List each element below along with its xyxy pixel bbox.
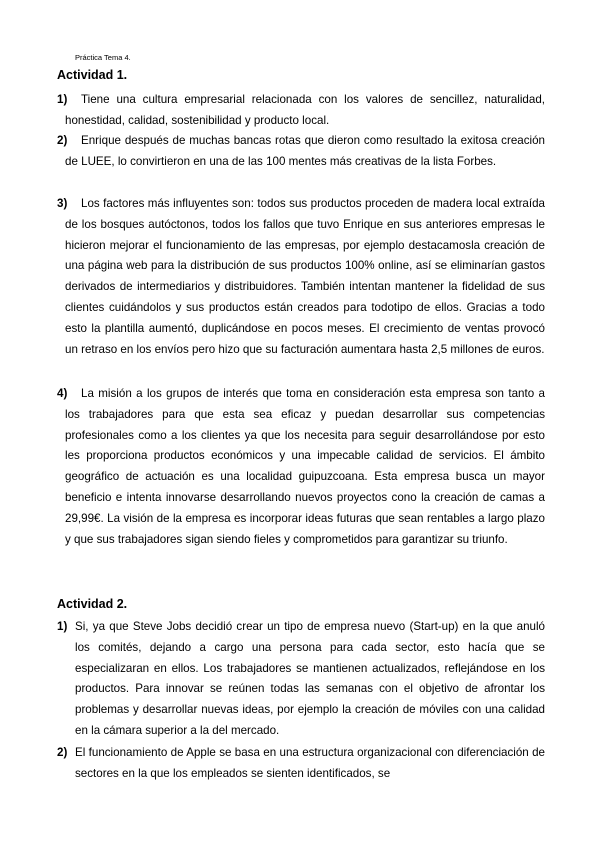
activity-1-item-2 bbox=[57, 131, 545, 173]
item-text: Tiene una cultura empresarial relacionada con los valores de sencillez, naturalidad, honestidad, calidad, sostenibilidad y producto local. bbox=[65, 93, 545, 127]
item-number: 2) bbox=[57, 746, 68, 759]
activity-1-item-1 bbox=[57, 90, 545, 132]
activity-2-heading: Actividad 2. bbox=[57, 597, 128, 611]
activity-2-item-2 bbox=[57, 743, 545, 785]
item-number: 1) bbox=[57, 620, 68, 633]
item-text: El funcionamiento de Apple se basa en una estructura organizacional con diferenciación de sectores en la que los empleados se sienten identificados, se bbox=[75, 746, 545, 780]
item-text: Si, ya que Steve Jobs decidió crear un tipo de empresa nuevo (Start-up) en la que anuló los comités, dejando a cargo una persona para cada sector, esto hacía que se especializaran en ellos. Los trabajadores se mantienen actualizados, reflejándose en los productos. Para innovar se reúnen todas las semanas con el objetivo de afrontar los problemas y desarrollar nuevas ideas, por ejemplo la creación de móviles con una calidad en la cámara superior a la del mercado. bbox=[75, 620, 545, 737]
page-header-title: Práctica Tema 4. bbox=[75, 53, 131, 62]
item-number: 3) bbox=[57, 197, 68, 210]
activity-1-item-4 bbox=[57, 384, 545, 550]
activity-1-item-3 bbox=[57, 194, 545, 360]
item-text: La misión a los grupos de interés que toma en consideración esta empresa son tanto a los trabajadores para que esta sea eficaz y puedan desarrollar sus competencias profesionales como a los clientes ya que los necesita para seguir desarrollándose por esto les proporciona productos económicos y una impecable calidad de servicios. El ámbito geográfico de actuación es una localidad guipuzcoana. Esta empresa busca un mayor beneficio e intenta innovarse desarrollando nuevos proyectos cono la creación de camas a 29,99€. La visión de la empresa es incorporar ideas futuras que sean rentables a largo plazo y que sus trabajadores sigan siendo fieles y comprometidos para garantizar su triunfo. bbox=[65, 387, 545, 546]
item-text: Los factores más influyentes son: todos sus productos proceden de madera local extraída de los bosques autóctonos, todos los fallos que tuvo Enrique en sus anteriores empresas le hicieron mejorar el funcionamiento de las empresas, por ejemplo destacamosla creación de una página web para la distribución de sus productos 100% online, así se eliminarían gastos derivados de intermediarios y distribuidores. También intentan mantener la fidelidad de sus clientes cuidándolos y sus productos están creados para todotipo de ellos. Gracias a todo esto la plantilla aumentó, duplicándose en pocos meses. El crecimiento de ventas provocó un retraso en los envíos pero hizo que su facturación aumentara hasta 2,5 millones de euros. bbox=[65, 197, 545, 356]
item-number: 1) bbox=[57, 93, 68, 106]
activity-1-heading: Actividad 1. bbox=[57, 68, 128, 82]
item-number: 4) bbox=[57, 387, 68, 400]
activity-2-item-1 bbox=[57, 617, 545, 742]
item-number: 2) bbox=[57, 134, 68, 147]
item-text: Enrique después de muchas bancas rotas que dieron como resultado la exitosa creación de LUEE, lo convirtieron en una de las 100 mentes más creativas de la lista Forbes. bbox=[65, 134, 545, 168]
